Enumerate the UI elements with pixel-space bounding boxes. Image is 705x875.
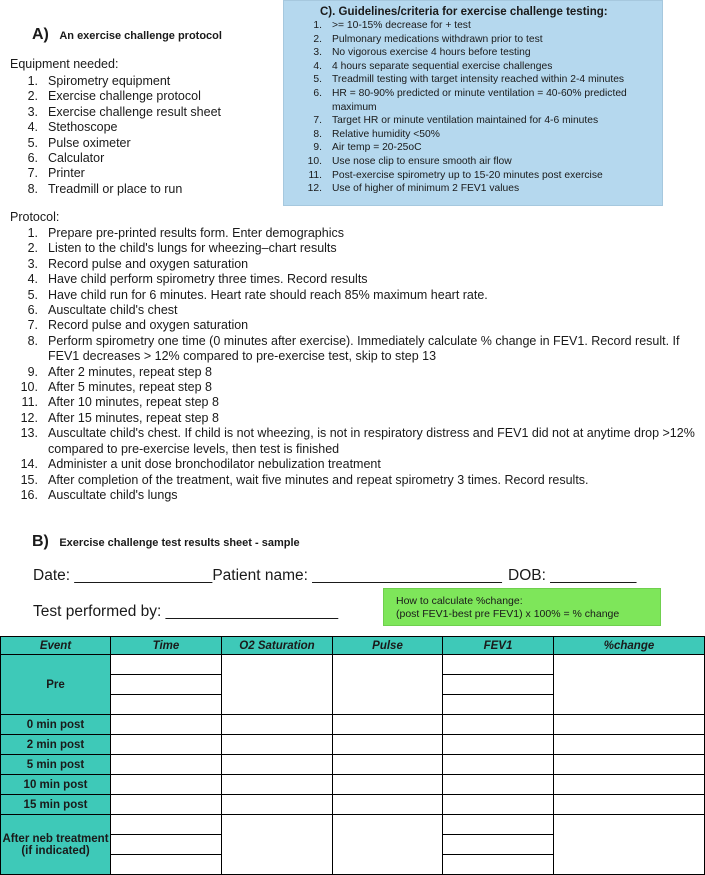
list-item: 10. Use nose clip to ensure smooth air flow bbox=[307, 155, 512, 167]
list-item: 14. Administer a unit dose bronchodilator nebulization treatment bbox=[20, 457, 381, 472]
list-item: 1. Spirometry equipment bbox=[27, 74, 171, 88]
tested-by-row bbox=[33, 603, 338, 621]
change-cell[interactable] bbox=[554, 755, 705, 775]
pulse-cell[interactable] bbox=[333, 795, 443, 815]
date-patient-row bbox=[33, 567, 502, 585]
time-cell[interactable] bbox=[111, 715, 222, 735]
section-a-title: An exercise challenge protocol bbox=[59, 30, 222, 42]
o2-cell[interactable] bbox=[222, 795, 333, 815]
pulse-cell[interactable] bbox=[333, 655, 443, 715]
tested-by-field[interactable]: ____________________ bbox=[165, 603, 339, 620]
header-o2-saturation: O2 Saturation bbox=[222, 637, 333, 655]
tested-by-label: Test performed by: bbox=[33, 603, 162, 620]
list-item: 2. Pulmonary medications withdrawn prior to test bbox=[313, 33, 543, 45]
pulse-cell[interactable] bbox=[333, 735, 443, 755]
calc-instructions-box bbox=[383, 588, 661, 626]
header-pulse: Pulse bbox=[333, 637, 443, 655]
results-table bbox=[0, 636, 705, 875]
header-fev1: FEV1 bbox=[443, 637, 554, 655]
list-item: 5. Have child run for 6 minutes. Heart rate should reach 85% maximum heart rate. bbox=[27, 287, 488, 302]
event-cell: 10 min post bbox=[1, 775, 111, 795]
list-item: 1. >= 10-15% decrease for + test bbox=[313, 20, 471, 31]
pulse-cell[interactable] bbox=[333, 815, 443, 875]
pulse-cell[interactable] bbox=[333, 715, 443, 735]
fev1-cell[interactable] bbox=[443, 815, 554, 875]
event-cell: Pre bbox=[1, 655, 111, 715]
fev1-cell[interactable] bbox=[443, 755, 554, 775]
fev1-cell[interactable] bbox=[443, 715, 554, 735]
list-item: 1. Prepare pre-printed results form. Enter demographics bbox=[27, 226, 344, 240]
list-item: 9. After 2 minutes, repeat step 8 bbox=[27, 364, 212, 379]
list-item: 3. No vigorous exercise 4 hours before testing bbox=[313, 47, 531, 59]
change-cell[interactable] bbox=[554, 735, 705, 755]
event-cell: After neb treatment (if indicated) bbox=[1, 815, 111, 875]
list-item: 8. Perform spirometry one time (0 minutes after exercise). Immediately calculate % change in FEV1. Record result. If FEV1 decreases > 12% compared to pre-exercise test, skip to step 13 bbox=[27, 333, 680, 364]
section-b-heading bbox=[32, 533, 300, 551]
protocol-list bbox=[12, 226, 704, 503]
list-item: 3. Record pulse and oxygen saturation bbox=[27, 256, 249, 271]
list-item: 7. Printer bbox=[27, 166, 85, 181]
list-item: 7. Target HR or minute ventilation maintained for 4-6 minutes bbox=[313, 115, 599, 127]
o2-cell[interactable] bbox=[222, 775, 333, 795]
time-cell[interactable] bbox=[111, 795, 222, 815]
dob-row bbox=[508, 567, 636, 585]
o2-cell[interactable] bbox=[222, 815, 333, 875]
change-cell[interactable] bbox=[554, 715, 705, 735]
table-row bbox=[1, 775, 705, 795]
list-item: 3. Exercise challenge result sheet bbox=[27, 104, 222, 119]
event-cell: 5 min post bbox=[1, 755, 111, 775]
list-item: 16. Auscultate child's lungs bbox=[20, 487, 178, 502]
calc-line-1: How to calculate %change: bbox=[396, 595, 523, 607]
list-item: 10. After 5 minutes, repeat step 8 bbox=[20, 380, 212, 395]
time-cell[interactable] bbox=[111, 755, 222, 775]
list-item: 5. Pulse oximeter bbox=[27, 135, 131, 150]
o2-cell[interactable] bbox=[222, 735, 333, 755]
header-time: Time bbox=[111, 637, 222, 655]
list-item: 7. Record pulse and oxygen saturation bbox=[27, 318, 249, 333]
list-item: 6. Calculator bbox=[27, 151, 105, 166]
table-row bbox=[1, 815, 705, 875]
header-percent-change: %change bbox=[554, 637, 705, 655]
time-cell[interactable] bbox=[111, 655, 222, 715]
table-row bbox=[1, 655, 705, 715]
o2-cell[interactable] bbox=[222, 655, 333, 715]
event-cell: 0 min post bbox=[1, 715, 111, 735]
patient-name-label: Patient name: bbox=[212, 567, 308, 584]
section-b-letter: B) bbox=[32, 533, 49, 550]
list-item: 11. After 10 minutes, repeat step 8 bbox=[21, 395, 219, 410]
change-cell[interactable] bbox=[554, 775, 705, 795]
table-row bbox=[1, 735, 705, 755]
pulse-cell[interactable] bbox=[333, 755, 443, 775]
table-header-row bbox=[1, 637, 705, 655]
time-cell[interactable] bbox=[111, 775, 222, 795]
calc-line-2: (post FEV1-best pre FEV1) x 100% = % change bbox=[396, 608, 620, 620]
change-cell[interactable] bbox=[554, 815, 705, 875]
list-item: 6. Auscultate child's chest bbox=[27, 303, 178, 318]
guidelines-box bbox=[283, 0, 663, 206]
fev1-cell[interactable] bbox=[443, 735, 554, 755]
event-cell: 15 min post bbox=[1, 795, 111, 815]
table-row bbox=[1, 755, 705, 775]
o2-cell[interactable] bbox=[222, 755, 333, 775]
list-item: 12. Use of higher of minimum 2 FEV1 values bbox=[307, 183, 520, 195]
list-item: 4. Have child perform spirometry three times. Record results bbox=[27, 272, 368, 287]
list-item: 4. Stethoscope bbox=[27, 120, 118, 135]
change-cell[interactable] bbox=[554, 795, 705, 815]
section-b-title: Exercise challenge test results sheet - sample bbox=[59, 537, 300, 549]
time-cell[interactable] bbox=[111, 735, 222, 755]
equipment-heading: Equipment needed: bbox=[10, 57, 119, 71]
patient-name-field[interactable]: ______________________ bbox=[312, 567, 502, 584]
list-item: 9. Air temp = 20-25oC bbox=[313, 142, 422, 154]
dob-label: DOB: bbox=[508, 567, 546, 584]
list-item: 2. Listen to the child's lungs for wheezing–chart results bbox=[27, 241, 337, 256]
time-cell[interactable] bbox=[111, 815, 222, 875]
list-item: 2. Exercise challenge protocol bbox=[27, 89, 201, 104]
list-item: 8. Relative humidity <50% bbox=[313, 128, 440, 140]
equipment-list bbox=[12, 74, 292, 197]
list-item: 8. Treadmill or place to run bbox=[27, 181, 183, 196]
list-item: 15. After completion of the treatment, wait five minutes and repeat spirometry 3 times. Record results. bbox=[20, 472, 589, 487]
section-a-heading bbox=[32, 26, 222, 44]
table-row bbox=[1, 715, 705, 735]
fev1-cell[interactable] bbox=[443, 775, 554, 795]
date-label: Date: bbox=[33, 567, 71, 584]
list-item: 11. Post-exercise spirometry up to 15-20 minutes post exercise bbox=[308, 169, 603, 181]
date-field[interactable]: ________________ bbox=[74, 567, 213, 584]
pulse-cell[interactable] bbox=[333, 775, 443, 795]
guidelines-title: C). Guidelines/criteria for exercise challenge testing: bbox=[320, 6, 608, 18]
o2-cell[interactable] bbox=[222, 715, 333, 735]
list-item: 5. Treadmill testing with target intensity reached within 2-4 minutes bbox=[313, 74, 625, 86]
section-a-letter: A) bbox=[32, 26, 49, 43]
table-row bbox=[1, 795, 705, 815]
list-item: 12. After 15 minutes, repeat step 8 bbox=[20, 410, 219, 425]
header-event: Event bbox=[1, 637, 111, 655]
fev1-cell[interactable] bbox=[443, 655, 554, 715]
list-item: 4. 4 hours separate sequential exercise challenges bbox=[313, 60, 553, 72]
change-cell[interactable] bbox=[554, 655, 705, 715]
dob-field[interactable]: __________ bbox=[550, 567, 637, 584]
protocol-heading: Protocol: bbox=[10, 210, 60, 224]
fev1-cell[interactable] bbox=[443, 795, 554, 815]
guidelines-list bbox=[294, 19, 652, 196]
list-item: 6. HR = 80-90% predicted or minute ventilation = 40-60% predicted maximum bbox=[313, 87, 627, 113]
list-item: 13. Auscultate child's chest. If child is not wheezing, is not in respiratory distress and FEV1 did not at anytime drop >12% compared to pre-exercise levels, then test is finished bbox=[20, 426, 695, 456]
event-cell: 2 min post bbox=[1, 735, 111, 755]
